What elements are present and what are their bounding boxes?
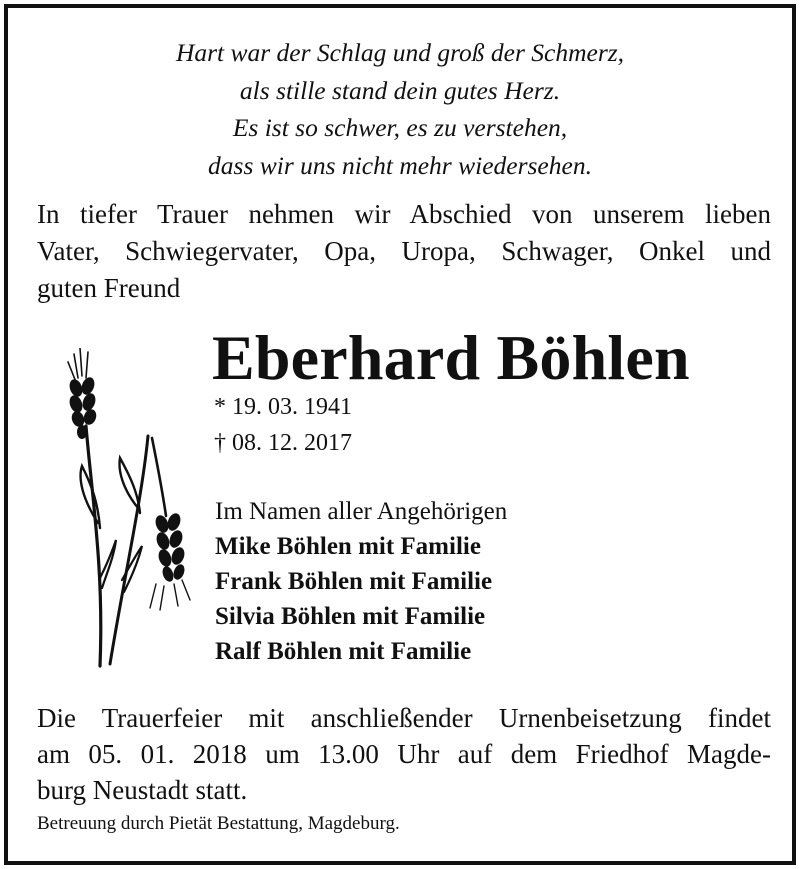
poem-line: dass wir uns nicht mehr wiedersehen. bbox=[208, 150, 592, 180]
mourners-intro: Im Namen aller Angehörigen bbox=[215, 498, 508, 525]
mourner-family: Frank Böhlen mit Familie bbox=[215, 568, 493, 595]
death-date: † 08. 12. 2017 bbox=[214, 430, 352, 456]
intro-line: Vater, Schwiegervater, Opa, Uropa, Schwager, Onkel und bbox=[37, 236, 771, 266]
mourner-family: Silvia Böhlen mit Familie bbox=[215, 603, 486, 630]
deceased-name: Eberhard Böhlen bbox=[212, 322, 690, 393]
ceremony-line: am 05. 01. 2018 um 13.00 Uhr auf dem Friedhof Magde- bbox=[37, 739, 771, 769]
intro-line: In tiefer Trauer nehmen wir Abschied von unserem lieben bbox=[37, 199, 771, 229]
poem-line: Hart war der Schlag und groß der Schmerz, bbox=[175, 38, 625, 67]
ceremony-line: burg Neustadt statt. bbox=[37, 775, 248, 805]
ceremony-line: Die Trauerfeier mit anschließender Urnenbeisetzung findet bbox=[37, 703, 771, 733]
mourner-family: Ralf Böhlen mit Familie bbox=[215, 638, 472, 665]
funeral-home-credit: Betreuung durch Pietät Bestattung, Magdeburg. bbox=[37, 813, 400, 834]
memorial-poem bbox=[8, 34, 792, 184]
obituary-notice bbox=[4, 4, 796, 865]
poem-line: als stille stand dein gutes Herz. bbox=[239, 75, 561, 105]
funeral-details bbox=[37, 700, 771, 808]
mourners-list bbox=[215, 494, 507, 669]
life-dates bbox=[214, 389, 352, 461]
intro-line: guten Freund bbox=[37, 273, 181, 303]
wheat-ears-icon bbox=[52, 348, 200, 670]
farewell-intro bbox=[37, 196, 771, 307]
mourner-family: Mike Böhlen mit Familie bbox=[215, 533, 481, 560]
birth-date: * 19. 03. 1941 bbox=[214, 394, 352, 420]
poem-line: Es ist so schwer, es zu verstehen, bbox=[232, 113, 568, 142]
